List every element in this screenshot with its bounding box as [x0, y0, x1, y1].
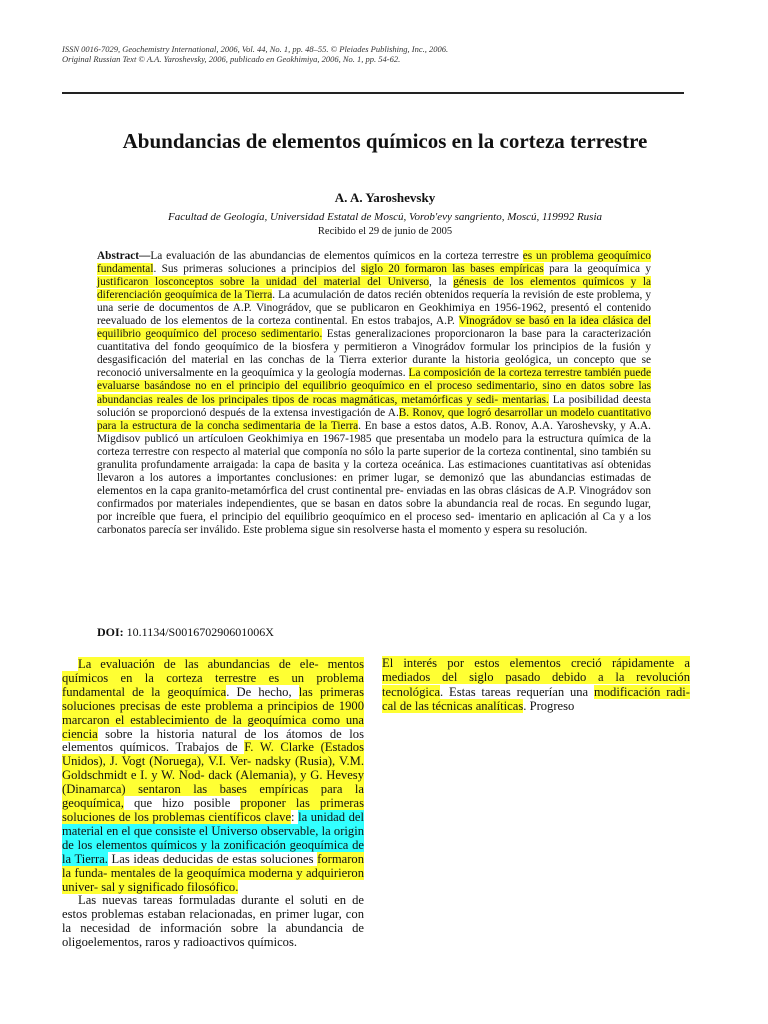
highlighted-text: siglo 20 formaron las bases empíricas — [361, 263, 544, 276]
highlighted-text: modificación radi- cal de las técnicas analíticas — [382, 684, 690, 713]
doi-value: 10.1134/S001670290601006X — [126, 625, 274, 639]
doi-line — [97, 625, 651, 640]
original-text-note: Original Russian Text © A.A. Yaroshevsky, 2006, publicado en Geokhimiya, 2006, No. 1, pp. 54-62. — [62, 54, 401, 64]
journal-header — [62, 44, 722, 64]
text-run: , la — [429, 276, 454, 289]
highlighted-text: justificaron losconceptos sobre la unidad del material del Universo — [97, 276, 430, 289]
body-column-left — [62, 658, 364, 950]
text-run: . Sus primeras soluciones a principios del — [153, 263, 362, 276]
highlighted-text: formaron la funda- mentales de la geoquímica moderna y adquirieron univer- sal y significado filosófico. — [62, 851, 364, 894]
text-run: La evaluación de las abundancias de elementos químicos en la corteza terrestre — [150, 250, 523, 262]
text-run: para la geoquímica y — [543, 263, 651, 276]
highlighted-text: proponer las primeras soluciones de los problemas científicos clave — [62, 796, 364, 824]
highlighted-text: La composición de la corteza terrestre también puede evaluarse basándose no en el principio del equilibrio geoquímico en el proceso sedimentario, sino en datos sobre las abundancias reales de los principales tipos de rocas magmáticas, metamórficas y sedi- mentarias. — [97, 367, 651, 406]
abstract — [97, 250, 651, 537]
text-run: . En base a estos datos, A.B. Ronov, A.A. Yaroshevsky, y A.A. Migdisov publicó un artículoen Geokhimiya en 1967-1985 que presentaba un modelo para la estructura química de la corteza terrestre con respecto al material que componía no sólo la parte superior de la corteza continental, sino también su granulita profundamente arraigada: la capa de basita y la corteza oceánica. Las estimaciones cuantitativas así obtenidas llevaron a los autores a importantes conclusiones: en primer lugar, se demonizó que las abundancias estimadas de elementos en la capa granito-metamórfica del crust continental pre- enviadas en las obras clásicas de A.P. Vinográdov son confirmados por materiales independientes, que se basan en datos sobre la abundancia real de rocas. En segundo lugar, por increíble que fuera, el principio del equilibrio geoquímico en el proceso sed- imentario en aplicación al Ca y a los carbonatos parecía ser inválido. Este problema sigue sin resolverse hasta el momento y espera su resolución. — [97, 419, 651, 536]
text-run: : — [291, 809, 299, 824]
author-affiliation: Facultad de Geología, Universidad Estatal de Moscú, Vorob'evy sangriento, Moscú, 119992 Rusia — [167, 211, 603, 223]
text-run: . De hecho, — [226, 684, 299, 699]
body-column-right — [382, 656, 690, 713]
body-paragraph-2: Las nuevas tareas formuladas durante el soluti en de estos problemas estaban relacionadas, en primer lugar, con la necesidad de información sobre la abundancia de oligoelementos, raros y radioactivos químicos. — [62, 893, 364, 950]
text-run: . La acumulación de datos recién obtenidos requería la revisión de este problema, y una serie de documentos de A.P. Vinográdov, que se publicaron en Geokhimiya en 1956-1962, presentó el contenido reevaluado de los elementos de la corteza continental. En estos trabajos, A.P. — [97, 289, 651, 328]
text-run: que hizo posible — [123, 796, 241, 811]
highlighted-text: es un problema geoquímico fundamental — [97, 250, 651, 276]
text-run: La posibilidad deesta solución se proporcionó después de la extensa investigación de A. — [97, 393, 651, 419]
body-paragraph-3 — [382, 656, 690, 713]
body-paragraph-1 — [62, 658, 364, 894]
doi-label: DOI: — [97, 625, 124, 639]
text-run: Las ideas deducidas de estas soluciones — [107, 851, 318, 866]
paper-author: A. A. Yaroshevsky — [334, 190, 436, 205]
highlighted-text: Vinográdov se basó en la idea clásica del equilibrio geoquímico del proceso sedimentario. — [97, 315, 651, 341]
text-run: . Progreso — [523, 698, 575, 713]
header-rule — [62, 92, 684, 94]
text-run: sobre la historia natural de los átomos de los elementos químicos. Trabajos de — [62, 726, 364, 755]
text-run: . Estas tareas requerían una — [440, 684, 594, 699]
highlighted-text: F. W. Clarke (Estados Unidos), J. Vogt (Noruega), V.I. Ver- nadsky (Rusia), V.M. Goldschmidt e I. y W. Nod- dack (Alemania), y G. Hevesy (Dinamarca) sentaron las bases empíricas para la geoquímica, — [62, 740, 364, 811]
paper-title: Abundancias de elementos químicos en la corteza terrestre — [122, 129, 648, 153]
highlighted-text: La evaluación de las abundancias de ele- mentos químicos en la corteza terrestre es un problema fundamental de la geoquímica — [62, 657, 364, 699]
text-run: Estas generalizaciones proporcionaron la base para la caracterización cuantitativa del fondo geoquímico de la biosfera y permitieron a Vinográdov formular los principios de la fusión y desgasificación del material en las conchas de la Tierra exterior durante la historia geológica, un concepto que se reconoció universalmente en la geoquímica y la geología modernas. — [97, 328, 652, 380]
abstract-label: Abstract— — [97, 250, 151, 262]
highlighted-text: B. Ronov, que logró desarrollar un modelo cuantitativo para la estructura de la concha sedimentaria de la Tierra — [97, 406, 651, 432]
highlighted-text: las primeras soluciones precisas de este problema a principios de 1900 marcaron el establecimiento de la geoquímica como una ciencia — [62, 684, 365, 741]
abstract-body — [97, 250, 651, 536]
highlighted-text: génesis de los elementos químicos y la diferenciación geoquímica de la Tierra — [97, 276, 651, 302]
received-date: Recibido el 29 de junio de 2005 — [317, 226, 453, 237]
highlighted-text: la unidad del material en el que consiste el Universo observable, la origin de los elementos químicos y la zonificación geoquímica de la Tierra. — [62, 809, 364, 866]
highlighted-text: El interés por estos elementos creció rápidamente a mediados del siglo pasado debido a la revolución tecnológica — [382, 656, 690, 699]
journal-citation: ISSN 0016-7029, Geochemistry International, 2006, Vol. 44, No. 1, pp. 48–55. © Pleiades Publishing, Inc., 2006. — [62, 44, 449, 54]
